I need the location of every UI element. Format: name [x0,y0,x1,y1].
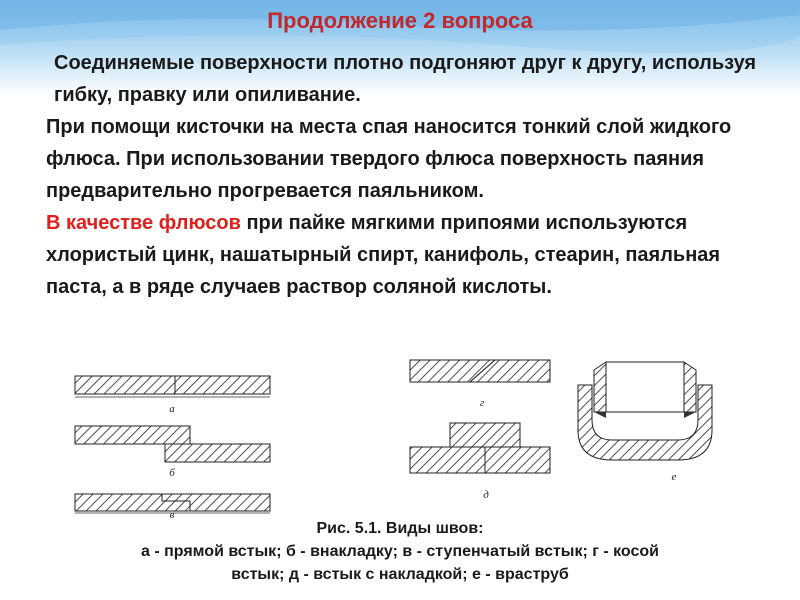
flux-highlight: В качестве флюсов [46,212,241,234]
caption-line-1: а - прямой встык; б - внакладку; в - ступенчатый встык; г - косой [140,543,659,560]
slide-body [10,47,780,303]
joint-a-butt [75,376,270,397]
joint-g-scarf [410,360,550,382]
caption-title: Рис. 5.1. Виды швов: [316,520,484,537]
figure-left-panel [70,368,280,518]
paragraph-3 [10,207,780,303]
label-e: е [671,471,677,483]
label-g: г [479,397,485,409]
figure-caption [0,517,800,586]
joint-b-lap [75,426,270,462]
label-v: в [169,509,175,518]
label-a: а [169,403,175,415]
paragraph-3-rest: при пайке мягкими припоями используются хлористый цинк, нашатырный спирт, канифоль, стеарин, паяльная паста, а в ряде случаев раствор соляной кислоты. [46,212,721,298]
figure-middle-panel [400,340,565,515]
figure-right-panel [570,340,720,515]
label-b: б [169,467,175,479]
joint-d-strap [410,423,550,473]
paragraph-2: При помощи кисточки на места спая наносится тонкий слой жидкого флюса. При использовании твердого флюса поверхность паяния предварительно прогревается паяльником. [46,116,732,202]
label-d: д [483,489,489,501]
joint-e-socket [578,362,712,460]
caption-line-2: встык; д - встык с накладкой; е - враструб [231,566,569,583]
slide-title: Продолжение 2 вопроса [267,8,533,33]
paragraph-1: Соединяемые поверхности плотно подгоняют друг к другу, используя гибку, правку или опиливание. [54,52,757,106]
